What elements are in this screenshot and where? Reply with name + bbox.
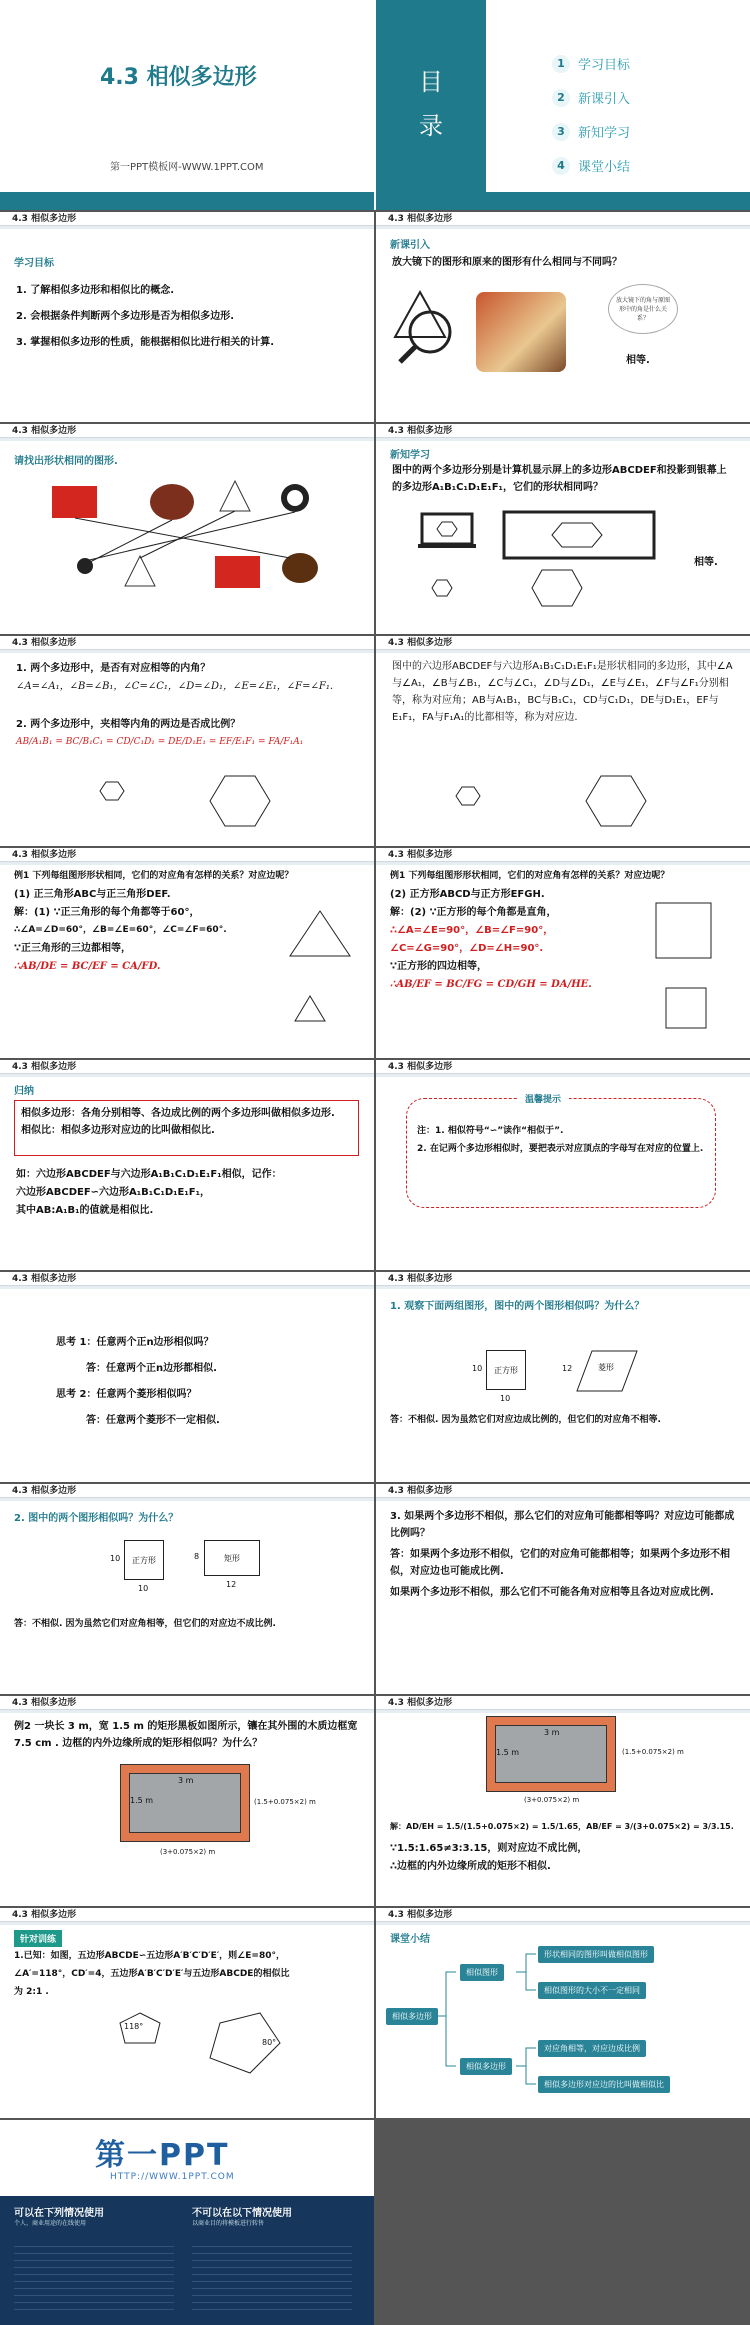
recap-node-1: 相似图形: [460, 1964, 504, 1981]
slide-header: 4.3 相似多边形: [0, 848, 374, 862]
footer-right-links: [192, 2240, 352, 2316]
think-q2: 思考 2：任意两个菱形相似吗？: [56, 1389, 197, 1400]
slide-header: 4.3 相似多边形: [0, 636, 374, 650]
slide-summary: [0, 1060, 374, 1270]
box-line-1: 相似多边形：各角分别相等、各边成比例的两个多边形叫做相似多边形.: [21, 1108, 335, 1119]
solution-line-2: ∵1.5:1.65≠3:3.15，则对应边不成比例，: [390, 1843, 588, 1854]
footer-left-links: [14, 2240, 174, 2316]
label-10-bottom: 10: [138, 1584, 149, 1593]
header-strip: [0, 650, 374, 653]
header-strip: [376, 438, 750, 441]
label-outer-w: (3+0.075×2) m: [160, 1848, 216, 1856]
toc-num: 4: [552, 157, 570, 175]
example2-text: 例2 一块长 3 m，宽 1.5 m 的矩形黑板如图所示，镶在其外围的木质边框宽 7.5 cm . 边框的内外边缘所成的矩形相似吗？为什么？: [14, 1721, 358, 1749]
new-text: 图中的两个多边形分别是计算机显示屏上的多边形ABCDEF和投影到银幕上的多边形A₁B₁C₁D₁E₁F₁，它们的形状相同吗？: [392, 465, 727, 493]
slide-header: 4.3 相似多边形: [376, 636, 750, 650]
slide-new: [376, 424, 750, 634]
section-title: 学习目标: [14, 258, 54, 269]
label-12-bottom: 12: [226, 1580, 237, 1589]
solution-line-2: ∴∠A=∠D=60°，∠B=∠E=60°，∠C=∠F=60°.: [14, 925, 227, 935]
slide-header: 4.3 相似多边形: [0, 1696, 374, 1710]
toc-label: 课堂小结: [578, 160, 631, 175]
cover-left: [0, 0, 374, 210]
training-line-2: ∠A′=118°，CD′=4，五边形A′B′C′D′E′与五边形ABCDE的相似比: [14, 1969, 290, 1979]
sum-line-1: 如：六边形ABCDEF与六边形A₁B₁C₁D₁E₁F₁相似，记作：: [16, 1169, 282, 1180]
training-line-3: 为 2:1 .: [14, 1987, 49, 1997]
header-strip: [0, 862, 374, 865]
example-sub: (2) 正方形ABCD与正方形EFGH.: [390, 889, 545, 900]
slide-header: 4.3 相似多边形: [376, 848, 750, 862]
header-strip: [0, 1498, 374, 1501]
ratio-ef: EF/E₁F₁: [219, 737, 256, 747]
example-title: 例1 下列每组图形形状相同，它们的对应角有怎样的关系？对应边呢？: [390, 871, 670, 881]
slide-header: 4.3 相似多边形: [376, 1060, 750, 1074]
toc-bottom-bar: [376, 192, 750, 210]
slide-header: 4.3 相似多边形: [376, 212, 750, 226]
tip-title: 温馨提示: [517, 1092, 569, 1105]
label-3m: 3 m: [178, 1776, 194, 1785]
label-1.5m: 1.5 m: [130, 1796, 154, 1805]
hexagon-pair: [80, 766, 374, 836]
slide-header: 4.3 相似多边形: [0, 1060, 374, 1074]
header-strip: [376, 1498, 750, 1501]
triangle-pair: [280, 906, 370, 1036]
footer-left-title: 可以在下列情况使用: [14, 2208, 104, 2219]
hexagon-pair: [436, 766, 736, 836]
tip-line-2: 2. 在记两个多边形相似时，要把表示对应顶点的字母写在对应的位置上.: [417, 1144, 704, 1154]
section-title: 新知学习: [390, 450, 430, 461]
goal-3: 3. 掌握相似多边形的性质，能根据相似比进行相关的计算.: [16, 337, 275, 348]
header-strip: [0, 1710, 374, 1713]
square-shape: 正方形: [486, 1350, 526, 1390]
rect-shape: 矩形: [204, 1540, 260, 1576]
header-strip: [376, 226, 750, 229]
slide-header: 4.3 相似多边形: [376, 1484, 750, 1498]
section-title: 请找出形状相同的图形.: [14, 456, 118, 467]
label-outer-h: (1.5+0.075×2) m: [254, 1798, 316, 1806]
speech-bubble: 放大镜下的角与原图形中的角是什么关系？: [608, 284, 678, 334]
header-strip: [0, 226, 374, 229]
footer-left-note: 个人、商业用途的在线使用: [14, 2220, 87, 2227]
training-line-1: 1.已知：如图，五边形ABCDE∽五边形A′B′C′D′E′，则∠E=80°，: [14, 1951, 285, 1961]
recap-leaf-1: 形状相同的图形叫做相似图形: [538, 1946, 654, 1963]
cover-slide: [0, 0, 750, 210]
ratio-fa: FA/F₁A₁: [268, 737, 304, 747]
toc-label: 新课引入: [578, 92, 631, 107]
slide-header: 4.3 相似多边形: [376, 424, 750, 438]
slide-header: 4.3 相似多边形: [376, 1696, 750, 1710]
ratio-cd: CD/C₁D₁: [116, 737, 155, 747]
goal-1: 1. 了解相似多边形和相似比的概念.: [16, 285, 175, 296]
slide-think3: [376, 1484, 750, 1694]
solution-line-3: ∴边框的内外边缘所成的矩形不相似.: [390, 1861, 551, 1872]
sum-line-3: 其中AB:A₁B₁的值就是相似比.: [16, 1205, 154, 1216]
slide-tip: [376, 1060, 750, 1270]
slide-header: 4.3 相似多边形: [0, 1908, 374, 1922]
ratio-de: DE/D₁E₁: [168, 737, 206, 747]
slide-header: 4.3 相似多边形: [0, 1272, 374, 1286]
think3-line-1: 3. 如果两个多边形不相似，那么它们的对应角可能都相等吗？对应边可能都成比例吗？: [390, 1511, 735, 1539]
slide-example2: [0, 1696, 374, 1906]
monitor-projection: [392, 508, 732, 618]
recap-leaf-3: 对应角相等，对应边成比例: [538, 2040, 646, 2057]
example-sub: (1) 正三角形ABC与正三角形DEF.: [14, 889, 171, 900]
label-10-left: 10: [472, 1364, 483, 1373]
training-badge: 针对训练: [14, 1930, 62, 1947]
think-q1: 思考 1：任意两个正n边形相似吗？: [56, 1337, 214, 1348]
solution-line-1: 解：(2) ∵正方形的每个角都是直角，: [390, 907, 557, 918]
toc-label: 新知学习: [578, 126, 631, 141]
angle-118: 118°: [124, 2022, 144, 2031]
header-strip: [0, 1074, 374, 1077]
definition-text: 图中的六边形ABCDEF与六边形A₁B₁C₁D₁E₁F₁是形状相同的多边形，其中∠A与∠A₁，∠B与∠B₁，∠C与∠C₁，∠D与∠D₁，∠E与∠E₁，∠F与∠F₁分别相等，称为对应角；AB与A₁B₁，BC与B₁C₁，CD与C₁D₁，DE与D₁E₁，EF与E₁F₁，FA与F₁A₁的比都相等，称为对应边.: [392, 661, 733, 723]
slide-recap: [376, 1908, 750, 2118]
intro-question: 放大镜下的图形和原来的图形有什么相同与不同吗？: [392, 257, 622, 268]
slide-think: [0, 1272, 374, 1482]
box-line-2: 相似比：相似多边形对应边的比叫做相似比.: [21, 1125, 215, 1136]
toc-item-4[interactable]: [552, 156, 630, 175]
label-8-left: 8: [194, 1552, 200, 1561]
label-outer-h: (1.5+0.075×2) m: [622, 1748, 684, 1756]
tip-box: [406, 1095, 716, 1208]
dog-photo: [476, 292, 566, 372]
header-strip: [0, 438, 374, 441]
toc-title: 目录: [419, 68, 443, 140]
solution-line-3: ∠C=∠G=90°，∠D=∠H=90°.: [390, 943, 544, 954]
solution-line-2: ∴∠A=∠E=90°，∠B=∠F=90°，: [390, 925, 554, 936]
slide-goals: [0, 212, 374, 422]
toc-num: 3: [552, 123, 570, 141]
slide-training: [0, 1908, 374, 2118]
slide-example1b: [376, 848, 750, 1058]
toc-num: 2: [552, 89, 570, 107]
new-answer: 相等.: [694, 557, 718, 568]
header-strip: [0, 1286, 374, 1289]
section-title: 新课引入: [390, 240, 430, 251]
footer-right-title: 不可以在以下情况使用: [192, 2208, 292, 2219]
header-strip: [376, 1286, 750, 1289]
label-outer-w: (3+0.075×2) m: [524, 1796, 580, 1804]
toc-item-2[interactable]: [552, 88, 630, 107]
observe-answer: 答：不相似. 因为虽然它们对应边成比例的，但它们的对应角不相等.: [390, 1415, 661, 1425]
slide-observe2: [0, 1484, 374, 1694]
question-1: 1. 两个多边形中，是否有对应相等的内角？: [16, 663, 211, 674]
observe-title: 1. 观察下面两组图形，图中的两个图形相似吗？为什么？: [390, 1301, 645, 1312]
solution-line-3: ∵正三角形的三边都相等，: [14, 943, 131, 954]
ratio-ab: AB/A₁B₁: [16, 737, 53, 747]
toc-num: 1: [552, 55, 570, 73]
toc-item-3[interactable]: [552, 122, 630, 141]
slide-match: [0, 424, 374, 634]
observe2-answer: 答：不相似. 因为虽然它们对应角相等，但它们的对应边不成比例.: [14, 1619, 276, 1629]
label-12-left: 12: [562, 1364, 573, 1373]
slide-observe: [376, 1272, 750, 1482]
goal-2: 2. 会根据条件判断两个多边形是否为相似多边形.: [16, 311, 235, 322]
section-title: 归纳: [14, 1086, 34, 1097]
observe2-title: 2. 图中的两个图形相似吗？为什么？: [14, 1513, 179, 1524]
square-pair: [646, 898, 726, 1048]
slide-intro: [376, 212, 750, 422]
solution-line-1: 解：(1) ∵正三角形的每个角都等于60°，: [14, 907, 200, 918]
think3-line-3: 如果两个多边形不相似，那么它们不可能各角对应相等且各边对应成比例.: [390, 1587, 714, 1598]
solution-line-4: ∵正方形的四边相等，: [390, 961, 487, 972]
header-strip: [376, 1074, 750, 1077]
footer-slide: [0, 2120, 374, 2325]
solution-line-5: ∴AB/EF = BC/FG = CD/GH = DA/HE.: [390, 979, 592, 990]
label-10-left: 10: [110, 1554, 121, 1563]
slide-header: 4.3 相似多边形: [0, 424, 374, 438]
cover-bottom-bar: [0, 192, 374, 210]
angle-80: 80°: [262, 2038, 277, 2047]
example-title: 例1 下列每组图形形状相同，它们的对应角有怎样的关系？对应边呢？: [14, 871, 294, 881]
recap-root: 相似多边形: [386, 2008, 438, 2025]
recap-node-2: 相似多边形: [460, 2058, 512, 2075]
slide-header: 4.3 相似多边形: [0, 212, 374, 226]
slide-header: 4.3 相似多边形: [0, 1484, 374, 1498]
magnifier-illustration: [390, 287, 480, 367]
label-10-bottom: 10: [500, 1394, 511, 1403]
footer-band: [0, 2196, 374, 2325]
header-strip: [376, 862, 750, 865]
recap-leaf-2: 相似图形的大小不一定相同: [538, 1982, 646, 1999]
slide-example1a: [0, 848, 374, 1058]
think-a1: 答：任意两个正n边形都相似.: [86, 1363, 217, 1374]
ratio-chain: AB/A₁B₁ = BC/B₁C₁ = CD/C₁D₁ = DE/D₁E₁ = EF/E₁F₁ = FA/F₁A₁: [16, 737, 304, 747]
label-3m: 3 m: [544, 1728, 560, 1737]
header-strip: [376, 650, 750, 653]
footer-brand: 第一PPT: [95, 2138, 230, 2173]
slide-header: 4.3 相似多边形: [376, 1272, 750, 1286]
toc-label: 学习目标: [578, 58, 631, 73]
square-shape: 正方形: [124, 1540, 164, 1580]
solution-line-4: ∴AB/DE = BC/EF = CA/FD.: [14, 961, 161, 972]
cover-title: 4.3 相似多边形: [100, 65, 257, 90]
toc-item-1[interactable]: [552, 54, 630, 73]
label-1.5m: 1.5 m: [496, 1748, 520, 1757]
header-strip: [0, 1922, 374, 1925]
recap-leaf-4: 相似多边形对应边的比叫做相似比: [538, 2076, 670, 2093]
section-title: 课堂小结: [390, 1934, 430, 1945]
tip-line-1: 注：1. 相似符号“∽”读作“相似于”.: [417, 1126, 564, 1136]
slide-example2-solution: [376, 1696, 750, 1906]
matching-diagram: [0, 476, 374, 626]
header-strip: [376, 1710, 750, 1713]
slide-header: 4.3 相似多边形: [376, 1908, 750, 1922]
think-a2: 答：任意两个菱形不一定相似.: [86, 1415, 220, 1426]
question-2: 2. 两个多边形中，夹相等内角的两边是否成比例？: [16, 719, 241, 730]
definition-box: [14, 1100, 359, 1156]
answer-1: ∠A=∠A₁，∠B=∠B₁，∠C=∠C₁，∠D=∠D₁，∠E=∠E₁，∠F=∠F₁.: [16, 681, 334, 692]
toc-block: [376, 0, 486, 210]
footer-url[interactable]: HTTP://WWW.1PPT.COM: [110, 2172, 235, 2182]
intro-answer: 相等.: [626, 355, 650, 366]
slide-questions: [0, 636, 374, 846]
rhombus-label: 菱形: [598, 1363, 614, 1372]
cover-subtitle: 第一PPT模板网-WWW.1PPT.COM: [110, 162, 264, 173]
solution-line-1: 解：AD/EH = 1.5/(1.5+0.075×2) = 1.5/1.65，AB/EF = 3/(3+0.075×2) = 3/3.15.: [390, 1822, 734, 1831]
ratio-bc: BC/B₁C₁: [65, 737, 104, 747]
footer-right-note: 以商业目的将模板进行转售: [192, 2220, 265, 2227]
slide-definition: [376, 636, 750, 846]
think3-line-2: 答：如果两个多边形不相似，它们的对应角可能都相等；如果两个多边形不相似，对应边也可能成比例.: [390, 1549, 730, 1577]
sum-line-2: 六边形ABCDEF∽六边形A₁B₁C₁D₁E₁F₁，: [16, 1187, 210, 1198]
